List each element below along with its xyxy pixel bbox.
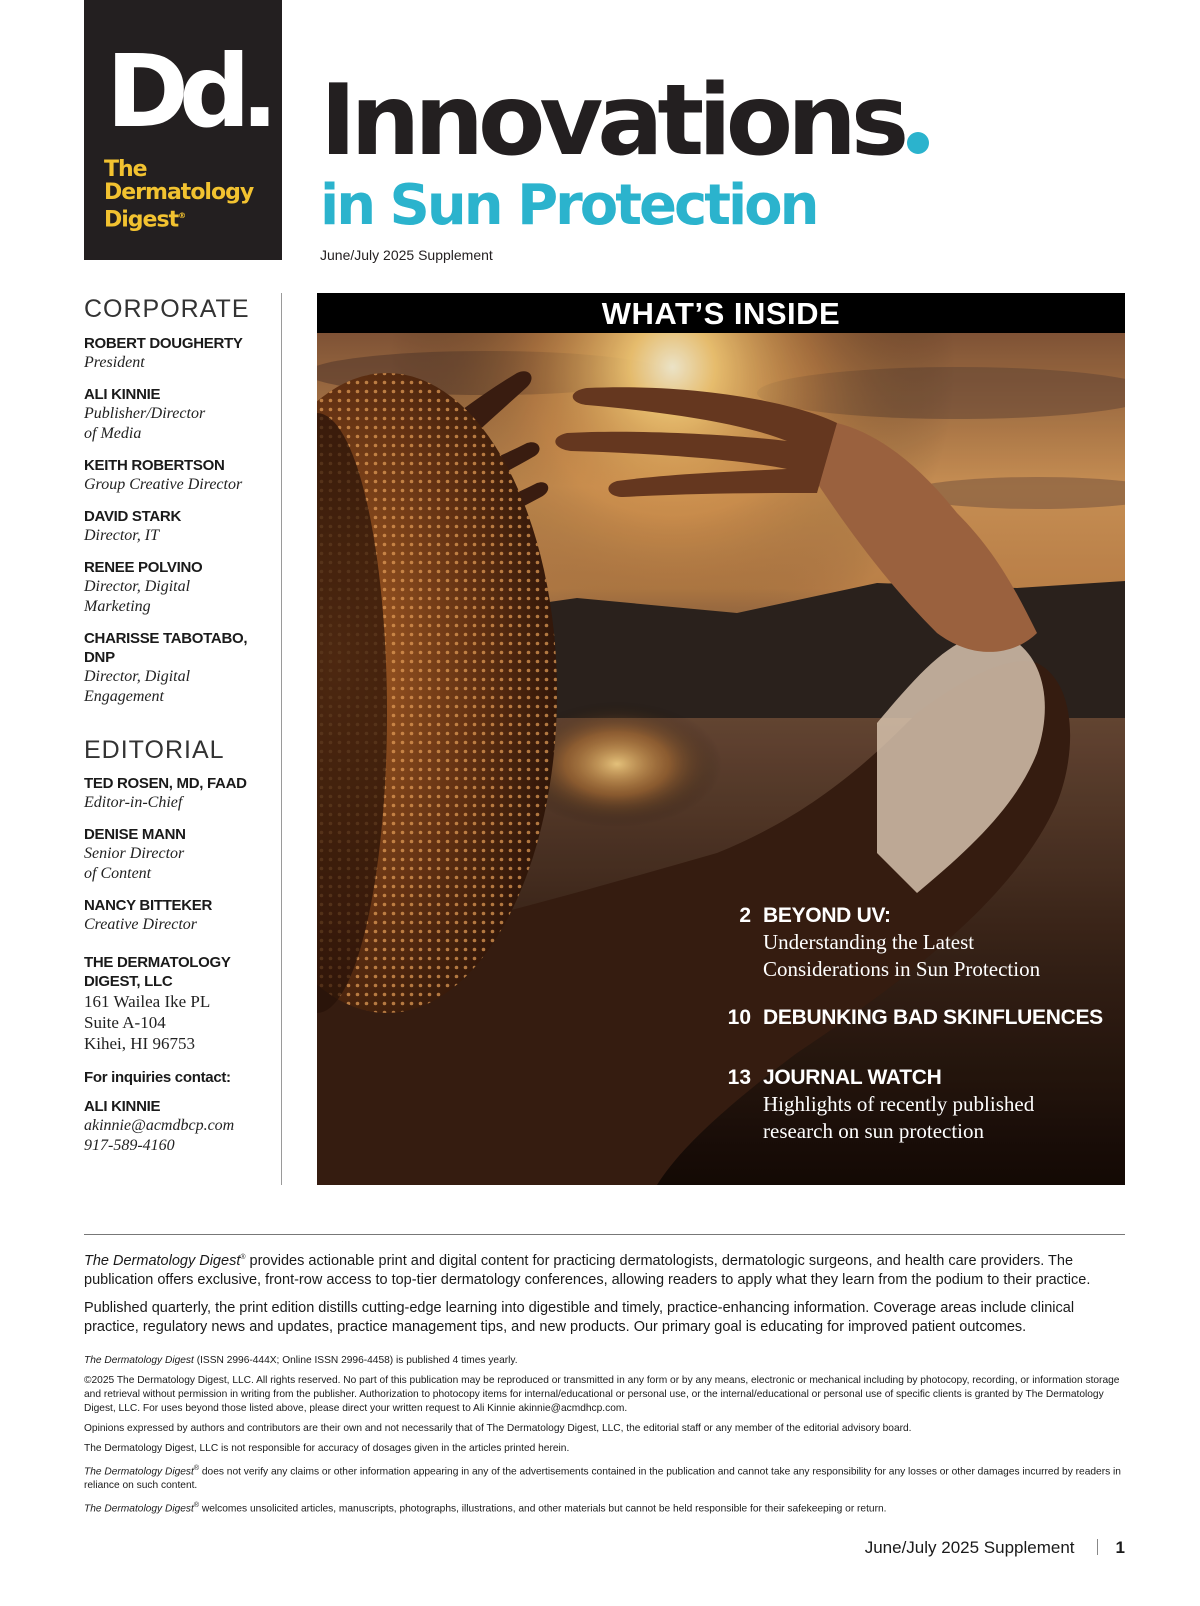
registered-mark: ® — [240, 1254, 246, 1261]
copyright-statement: ©2025 The Dermatology Digest, LLC. All rights reserved. No part of this publication may be reproduced or transmitted in any form or by any means, electronic or mechanical including by photocopy, recording, or information storage and retrieval without permission in writing from the publisher. Authorization to photocopy items for internal/educational or personal use, or the internal/educational or personal use of specific clients is granted by The Dermatology Digest, LLC. For uses beyond those listed above, please direct your written request to Ali Kinnie akinnie@acmdhcp.com. — [84, 1375, 1120, 1414]
staff-role: Creative Director — [84, 916, 198, 933]
contents-title: DEBUNKING BAD SKINFLUENCES — [763, 1006, 1103, 1029]
contents-item[interactable] — [717, 1065, 1117, 1145]
contents-item[interactable] — [717, 1005, 1117, 1031]
footer-divider — [84, 1234, 1125, 1235]
whats-inside-panel — [317, 293, 1125, 1185]
contact-entry — [84, 1097, 274, 1156]
staff-name: RENEE POLVINO — [84, 558, 203, 576]
page-title — [320, 64, 929, 178]
dosages-statement: The Dermatology Digest, LLC is not responsible for accuracy of dosages given in the articles printed herein. — [84, 1443, 570, 1454]
staff-entry — [84, 825, 274, 884]
publication-name: The Dermatology Digest — [84, 1466, 194, 1478]
staff-role: Director, IT — [84, 526, 159, 544]
staff-entry — [84, 385, 274, 444]
about-paragraph-1 — [84, 1248, 1125, 1290]
publication-name: The Dermatology Digest — [84, 1503, 194, 1515]
page-subtitle: in Sun Protection — [320, 173, 817, 238]
publication-logo — [84, 0, 282, 260]
staff-role: Editor-in-Chief — [84, 794, 183, 811]
page-footer — [865, 1538, 1125, 1558]
corporate-heading: CORPORATE — [84, 295, 250, 323]
publication-name: The Dermatology Digest — [84, 1252, 241, 1269]
about-paragraph-2: Published quarterly, the print edition distills cutting-edge learning into digestible and timely, practice-enhancing information. Coverage areas include clinical practice, regulatory news and updates, practice management tips, and new products. Our primary goal is educating for improved patient outcomes. — [84, 1299, 1075, 1335]
contents-description: Highlights of recently published research on sun protection — [763, 1092, 1035, 1143]
issn-text: (ISSN 2996-444X; Online ISSN 2996-4458) is published 4 times yearly. — [193, 1355, 518, 1366]
staff-entry — [84, 774, 274, 813]
about-text: provides actionable print and digital content for practicing dermatologists, dermatologic surgeons, and health care providers. The publication offers exclusive, front-row access to top-tier dermatology conferences, allowing readers to apply what they learn from the podium to their practice. — [84, 1252, 1091, 1288]
contents-title: BEYOND UV: — [763, 904, 891, 927]
address-text: 161 Wailea Ike PL Suite A-104 Kihei, HI 96753 — [84, 992, 211, 1053]
logo-mark-dot: . — [240, 33, 269, 150]
unsolicited-text: welcomes unsolicited articles, manuscripts, photographs, illustrations, and other materials but cannot be held responsible for their safekeeping or return. — [199, 1503, 887, 1515]
contents-item[interactable] — [717, 903, 1117, 983]
claims-text: does not verify any claims or other information appearing in any of the advertisements contained in the publication and cannot take any responsibility for any losses or other damages incurred by readers in reliance on such content. — [84, 1466, 1121, 1492]
registered-mark: ® — [193, 1502, 200, 1510]
column-divider — [281, 293, 282, 1185]
fine-print — [84, 1354, 1125, 1523]
staff-role: Publisher/Director of Media — [84, 404, 206, 442]
staff-sidebar — [84, 296, 274, 1168]
company-name: THE DERMATOLOGY — [84, 954, 231, 971]
issn-statement — [84, 1354, 1125, 1368]
logo-line-2: Dermatology — [104, 180, 254, 205]
company-name: DIGEST, LLC — [84, 973, 173, 990]
publication-name: The Dermatology Digest — [84, 1355, 194, 1366]
staff-role: Senior Director of Content — [84, 845, 185, 882]
staff-entry — [84, 629, 274, 707]
logo-line-3: Digest — [104, 207, 179, 233]
page-number: 1 — [1115, 1538, 1125, 1557]
staff-name: KEITH ROBERTSON — [84, 456, 225, 474]
staff-name: DAVID STARK — [84, 507, 181, 525]
logo-wordmark — [104, 158, 253, 231]
staff-role: President — [84, 353, 145, 371]
logo-line-1: The — [104, 157, 147, 182]
staff-role: Group Creative Director — [84, 475, 243, 493]
contents-page-number: 2 — [739, 904, 751, 927]
title-text: Innovations — [320, 64, 904, 178]
company-address — [84, 953, 274, 1054]
contents-description: Understanding the Latest Considerations in Sun Protection — [763, 930, 1041, 981]
logo-mark — [106, 33, 269, 150]
staff-entry — [84, 896, 274, 935]
registered-mark: ® — [178, 211, 186, 220]
issue-label: June/July 2025 Supplement — [320, 247, 493, 263]
unsolicited-statement — [84, 1499, 1125, 1516]
opinions-statement: Opinions expressed by authors and contributors are their own and not necessarily that of The Dermatology Digest, LLC, the editorial staff or any member of the editorial advisory board. — [84, 1423, 912, 1434]
staff-entry — [84, 507, 274, 546]
contents-list — [717, 903, 1117, 1167]
contents-title: JOURNAL WATCH — [763, 1066, 942, 1089]
staff-entry — [84, 558, 274, 617]
staff-name: TED ROSEN, MD, FAAD — [84, 775, 247, 792]
about-section — [84, 1248, 1125, 1346]
registered-mark: ® — [193, 1465, 200, 1472]
staff-name: DENISE MANN — [84, 826, 186, 843]
staff-name: CHARISSE TABOTABO, DNP — [84, 629, 248, 666]
whats-inside-heading: WHAT’S INSIDE — [317, 293, 1125, 333]
contact-phone: 917-589-4160 — [84, 1137, 175, 1154]
footer-separator — [1097, 1539, 1098, 1555]
title-accent-dot — [907, 132, 929, 154]
staff-name: ALI KINNIE — [84, 385, 161, 403]
staff-entry — [84, 334, 274, 373]
inquiries-label: For inquiries contact: — [84, 1069, 231, 1086]
contents-page-number: 10 — [727, 1006, 751, 1029]
staff-name: ROBERT DOUGHERTY — [84, 334, 243, 352]
editorial-heading: EDITORIAL — [84, 735, 225, 764]
claims-statement — [84, 1462, 1125, 1493]
contact-name: ALI KINNIE — [84, 1098, 161, 1115]
contents-page-number: 13 — [727, 1066, 751, 1089]
contact-email[interactable]: akinnie@acmdbcp.com — [84, 1117, 235, 1134]
logo-mark-letters: Dd — [106, 33, 241, 150]
staff-entry — [84, 456, 274, 495]
staff-name: NANCY BITTEKER — [84, 897, 213, 914]
staff-role: Director, Digital Marketing — [84, 577, 191, 615]
staff-role: Director, Digital Engagement — [84, 667, 191, 705]
footer-issue: June/July 2025 Supplement — [864, 1538, 1075, 1557]
